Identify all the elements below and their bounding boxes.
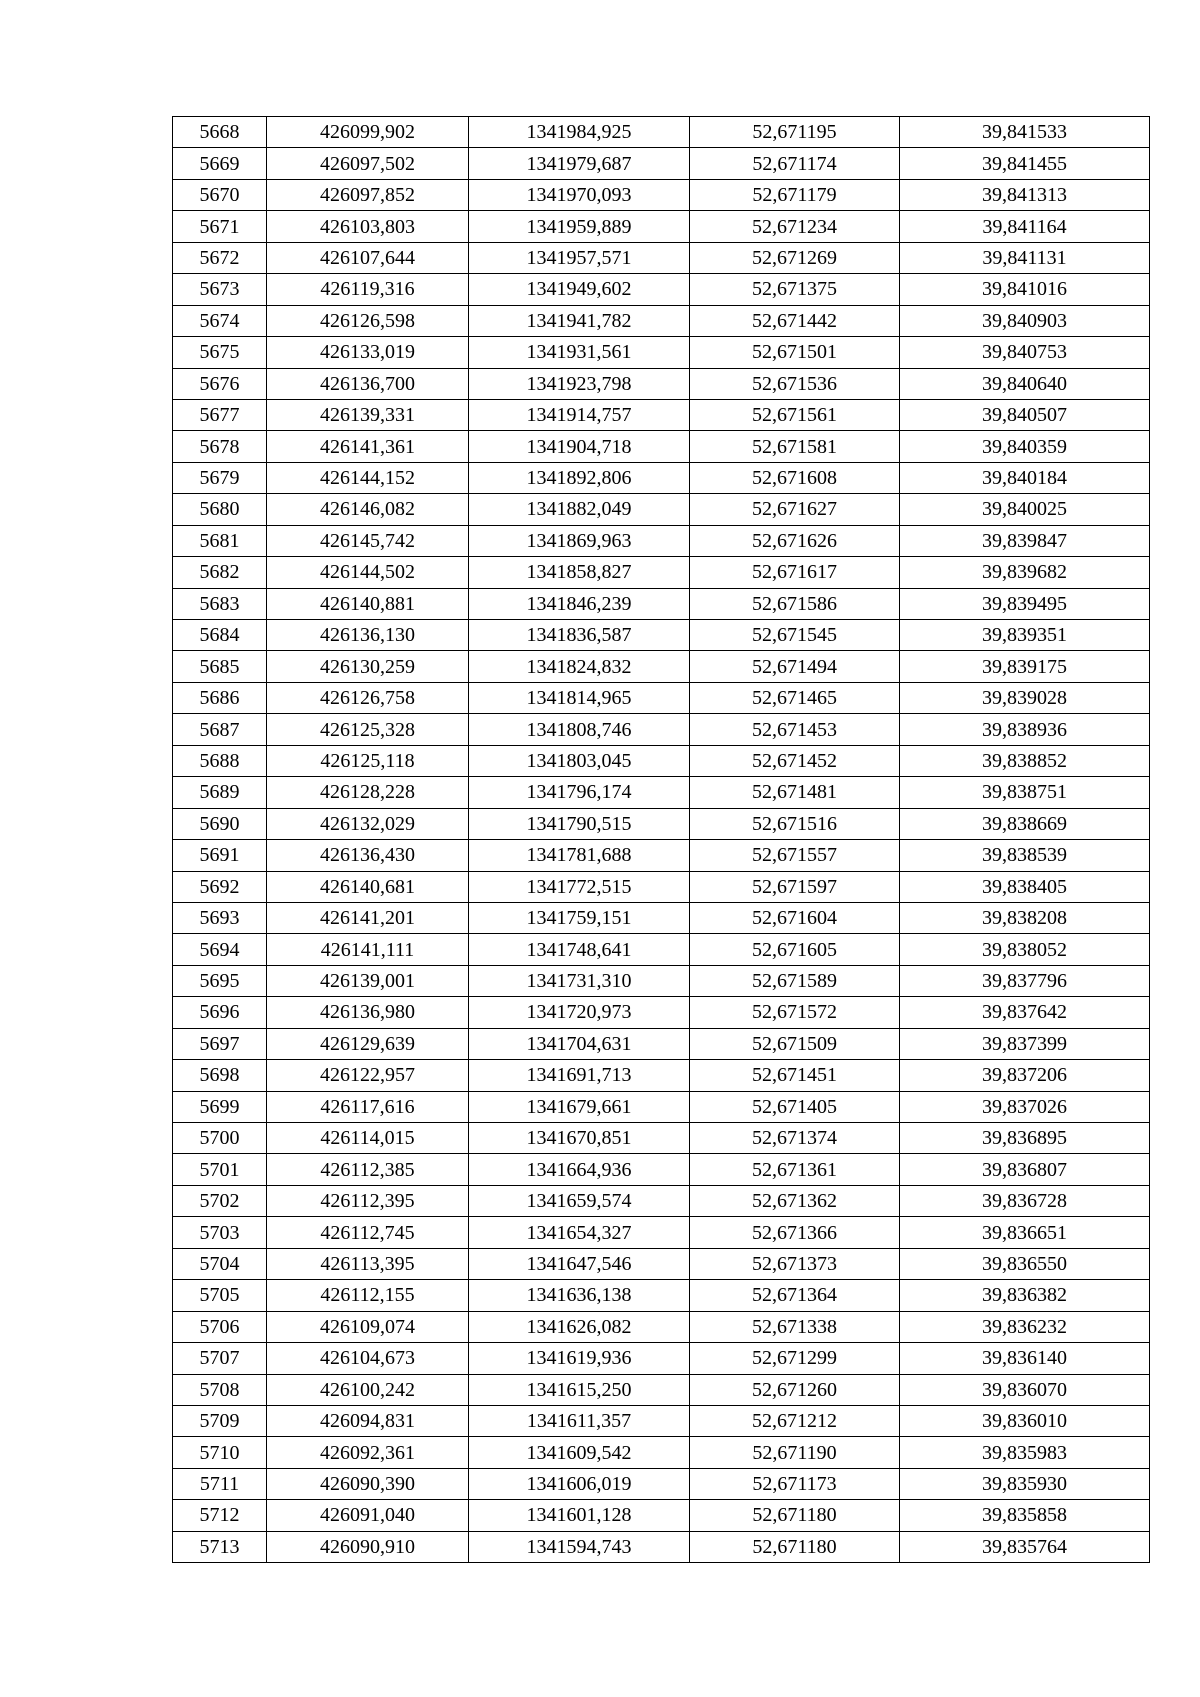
longitude-cell: 39,839028	[900, 682, 1150, 713]
table-row	[173, 1500, 1150, 1531]
latitude-cell: 52,671366	[690, 1217, 900, 1248]
table-row	[173, 1248, 1150, 1279]
x-coordinate-cell: 426103,803	[267, 211, 469, 242]
longitude-cell: 39,840753	[900, 337, 1150, 368]
y-coordinate-cell: 1341941,782	[469, 305, 690, 336]
latitude-cell: 52,671374	[690, 1123, 900, 1154]
latitude-cell: 52,671173	[690, 1468, 900, 1499]
point-number-cell: 5694	[173, 934, 267, 965]
longitude-cell: 39,836807	[900, 1154, 1150, 1185]
x-coordinate-cell: 426126,758	[267, 682, 469, 713]
table-row	[173, 117, 1150, 148]
point-number-cell: 5698	[173, 1060, 267, 1091]
x-coordinate-cell: 426132,029	[267, 808, 469, 839]
longitude-cell: 39,838669	[900, 808, 1150, 839]
latitude-cell: 52,671626	[690, 525, 900, 556]
y-coordinate-cell: 1341790,515	[469, 808, 690, 839]
latitude-cell: 52,671627	[690, 494, 900, 525]
longitude-cell: 39,836728	[900, 1185, 1150, 1216]
longitude-cell: 39,841016	[900, 274, 1150, 305]
x-coordinate-cell: 426094,831	[267, 1405, 469, 1436]
x-coordinate-cell: 426140,681	[267, 871, 469, 902]
x-coordinate-cell: 426128,228	[267, 777, 469, 808]
point-number-cell: 5672	[173, 242, 267, 273]
point-number-cell: 5688	[173, 745, 267, 776]
latitude-cell: 52,671362	[690, 1185, 900, 1216]
x-coordinate-cell: 426145,742	[267, 525, 469, 556]
y-coordinate-cell: 1341979,687	[469, 148, 690, 179]
x-coordinate-cell: 426090,390	[267, 1468, 469, 1499]
longitude-cell: 39,835764	[900, 1531, 1150, 1562]
point-number-cell: 5704	[173, 1248, 267, 1279]
y-coordinate-cell: 1341619,936	[469, 1343, 690, 1374]
point-number-cell: 5669	[173, 148, 267, 179]
table-row	[173, 1468, 1150, 1499]
table-row	[173, 745, 1150, 776]
table-row	[173, 1405, 1150, 1436]
table-row	[173, 1217, 1150, 1248]
table-row	[173, 211, 1150, 242]
x-coordinate-cell: 426113,395	[267, 1248, 469, 1279]
latitude-cell: 52,671597	[690, 871, 900, 902]
point-number-cell: 5675	[173, 337, 267, 368]
latitude-cell: 52,671557	[690, 840, 900, 871]
x-coordinate-cell: 426112,395	[267, 1185, 469, 1216]
latitude-cell: 52,671179	[690, 179, 900, 210]
point-number-cell: 5695	[173, 965, 267, 996]
x-coordinate-cell: 426139,331	[267, 399, 469, 430]
latitude-cell: 52,671260	[690, 1374, 900, 1405]
table-row	[173, 840, 1150, 871]
latitude-cell: 52,671180	[690, 1500, 900, 1531]
point-number-cell: 5693	[173, 902, 267, 933]
longitude-cell: 39,837642	[900, 997, 1150, 1028]
y-coordinate-cell: 1341609,542	[469, 1437, 690, 1468]
latitude-cell: 52,671299	[690, 1343, 900, 1374]
point-number-cell: 5682	[173, 557, 267, 588]
latitude-cell: 52,671516	[690, 808, 900, 839]
x-coordinate-cell: 426140,881	[267, 588, 469, 619]
coordinates-table-body	[173, 117, 1150, 1563]
x-coordinate-cell: 426097,502	[267, 148, 469, 179]
longitude-cell: 39,839175	[900, 651, 1150, 682]
latitude-cell: 52,671586	[690, 588, 900, 619]
y-coordinate-cell: 1341781,688	[469, 840, 690, 871]
y-coordinate-cell: 1341772,515	[469, 871, 690, 902]
table-row	[173, 588, 1150, 619]
longitude-cell: 39,838405	[900, 871, 1150, 902]
table-row	[173, 714, 1150, 745]
coordinates-table	[172, 116, 1150, 1563]
point-number-cell: 5690	[173, 808, 267, 839]
latitude-cell: 52,671174	[690, 148, 900, 179]
table-row	[173, 871, 1150, 902]
point-number-cell: 5686	[173, 682, 267, 713]
table-row	[173, 305, 1150, 336]
y-coordinate-cell: 1341814,965	[469, 682, 690, 713]
table-row	[173, 997, 1150, 1028]
latitude-cell: 52,671561	[690, 399, 900, 430]
latitude-cell: 52,671364	[690, 1280, 900, 1311]
table-row	[173, 651, 1150, 682]
x-coordinate-cell: 426117,616	[267, 1091, 469, 1122]
table-row	[173, 368, 1150, 399]
point-number-cell: 5709	[173, 1405, 267, 1436]
point-number-cell: 5696	[173, 997, 267, 1028]
longitude-cell: 39,836895	[900, 1123, 1150, 1154]
table-row	[173, 274, 1150, 305]
longitude-cell: 39,838208	[900, 902, 1150, 933]
y-coordinate-cell: 1341858,827	[469, 557, 690, 588]
table-row	[173, 525, 1150, 556]
table-row	[173, 1028, 1150, 1059]
point-number-cell: 5710	[173, 1437, 267, 1468]
y-coordinate-cell: 1341731,310	[469, 965, 690, 996]
table-row	[173, 902, 1150, 933]
y-coordinate-cell: 1341664,936	[469, 1154, 690, 1185]
longitude-cell: 39,838936	[900, 714, 1150, 745]
point-number-cell: 5691	[173, 840, 267, 871]
latitude-cell: 52,671361	[690, 1154, 900, 1185]
y-coordinate-cell: 1341626,082	[469, 1311, 690, 1342]
table-row	[173, 1437, 1150, 1468]
latitude-cell: 52,671501	[690, 337, 900, 368]
x-coordinate-cell: 426104,673	[267, 1343, 469, 1374]
x-coordinate-cell: 426136,700	[267, 368, 469, 399]
longitude-cell: 39,836651	[900, 1217, 1150, 1248]
point-number-cell: 5683	[173, 588, 267, 619]
point-number-cell: 5687	[173, 714, 267, 745]
longitude-cell: 39,841533	[900, 117, 1150, 148]
longitude-cell: 39,839495	[900, 588, 1150, 619]
x-coordinate-cell: 426130,259	[267, 651, 469, 682]
latitude-cell: 52,671405	[690, 1091, 900, 1122]
latitude-cell: 52,671608	[690, 462, 900, 493]
x-coordinate-cell: 426112,155	[267, 1280, 469, 1311]
y-coordinate-cell: 1341846,239	[469, 588, 690, 619]
longitude-cell: 39,839351	[900, 620, 1150, 651]
longitude-cell: 39,838539	[900, 840, 1150, 871]
x-coordinate-cell: 426139,001	[267, 965, 469, 996]
point-number-cell: 5676	[173, 368, 267, 399]
table-row	[173, 620, 1150, 651]
longitude-cell: 39,841455	[900, 148, 1150, 179]
point-number-cell: 5679	[173, 462, 267, 493]
longitude-cell: 39,841164	[900, 211, 1150, 242]
x-coordinate-cell: 426141,111	[267, 934, 469, 965]
longitude-cell: 39,838052	[900, 934, 1150, 965]
y-coordinate-cell: 1341904,718	[469, 431, 690, 462]
x-coordinate-cell: 426092,361	[267, 1437, 469, 1468]
y-coordinate-cell: 1341931,561	[469, 337, 690, 368]
latitude-cell: 52,671190	[690, 1437, 900, 1468]
table-row	[173, 934, 1150, 965]
y-coordinate-cell: 1341836,587	[469, 620, 690, 651]
x-coordinate-cell: 426100,242	[267, 1374, 469, 1405]
y-coordinate-cell: 1341803,045	[469, 745, 690, 776]
point-number-cell: 5671	[173, 211, 267, 242]
x-coordinate-cell: 426144,502	[267, 557, 469, 588]
point-number-cell: 5678	[173, 431, 267, 462]
y-coordinate-cell: 1341984,925	[469, 117, 690, 148]
latitude-cell: 52,671536	[690, 368, 900, 399]
longitude-cell: 39,840640	[900, 368, 1150, 399]
x-coordinate-cell: 426136,980	[267, 997, 469, 1028]
x-coordinate-cell: 426141,361	[267, 431, 469, 462]
y-coordinate-cell: 1341611,357	[469, 1405, 690, 1436]
y-coordinate-cell: 1341796,174	[469, 777, 690, 808]
table-row	[173, 1154, 1150, 1185]
y-coordinate-cell: 1341615,250	[469, 1374, 690, 1405]
y-coordinate-cell: 1341923,798	[469, 368, 690, 399]
table-row	[173, 462, 1150, 493]
y-coordinate-cell: 1341594,743	[469, 1531, 690, 1562]
point-number-cell: 5700	[173, 1123, 267, 1154]
latitude-cell: 52,671453	[690, 714, 900, 745]
latitude-cell: 52,671442	[690, 305, 900, 336]
latitude-cell: 52,671604	[690, 902, 900, 933]
point-number-cell: 5689	[173, 777, 267, 808]
table-row	[173, 179, 1150, 210]
point-number-cell: 5668	[173, 117, 267, 148]
table-row	[173, 148, 1150, 179]
point-number-cell: 5674	[173, 305, 267, 336]
longitude-cell: 39,839847	[900, 525, 1150, 556]
longitude-cell: 39,840507	[900, 399, 1150, 430]
longitude-cell: 39,837026	[900, 1091, 1150, 1122]
x-coordinate-cell: 426090,910	[267, 1531, 469, 1562]
latitude-cell: 52,671375	[690, 274, 900, 305]
y-coordinate-cell: 1341659,574	[469, 1185, 690, 1216]
x-coordinate-cell: 426122,957	[267, 1060, 469, 1091]
table-row	[173, 431, 1150, 462]
y-coordinate-cell: 1341957,571	[469, 242, 690, 273]
point-number-cell: 5697	[173, 1028, 267, 1059]
longitude-cell: 39,835983	[900, 1437, 1150, 1468]
longitude-cell: 39,841131	[900, 242, 1150, 273]
point-number-cell: 5699	[173, 1091, 267, 1122]
y-coordinate-cell: 1341670,851	[469, 1123, 690, 1154]
point-number-cell: 5711	[173, 1468, 267, 1499]
table-row	[173, 1343, 1150, 1374]
x-coordinate-cell: 426112,745	[267, 1217, 469, 1248]
point-number-cell: 5702	[173, 1185, 267, 1216]
longitude-cell: 39,835930	[900, 1468, 1150, 1499]
table-row	[173, 494, 1150, 525]
point-number-cell: 5685	[173, 651, 267, 682]
latitude-cell: 52,671509	[690, 1028, 900, 1059]
point-number-cell: 5705	[173, 1280, 267, 1311]
point-number-cell: 5680	[173, 494, 267, 525]
x-coordinate-cell: 426129,639	[267, 1028, 469, 1059]
y-coordinate-cell: 1341882,049	[469, 494, 690, 525]
latitude-cell: 52,671545	[690, 620, 900, 651]
table-row	[173, 1060, 1150, 1091]
point-number-cell: 5706	[173, 1311, 267, 1342]
y-coordinate-cell: 1341759,151	[469, 902, 690, 933]
longitude-cell: 39,835858	[900, 1500, 1150, 1531]
table-row	[173, 682, 1150, 713]
latitude-cell: 52,671234	[690, 211, 900, 242]
latitude-cell: 52,671338	[690, 1311, 900, 1342]
longitude-cell: 39,840184	[900, 462, 1150, 493]
x-coordinate-cell: 426091,040	[267, 1500, 469, 1531]
point-number-cell: 5708	[173, 1374, 267, 1405]
table-row	[173, 1531, 1150, 1562]
longitude-cell: 39,838751	[900, 777, 1150, 808]
longitude-cell: 39,840359	[900, 431, 1150, 462]
y-coordinate-cell: 1341691,713	[469, 1060, 690, 1091]
longitude-cell: 39,836382	[900, 1280, 1150, 1311]
x-coordinate-cell: 426114,015	[267, 1123, 469, 1154]
latitude-cell: 52,671617	[690, 557, 900, 588]
x-coordinate-cell: 426107,644	[267, 242, 469, 273]
latitude-cell: 52,671195	[690, 117, 900, 148]
longitude-cell: 39,836550	[900, 1248, 1150, 1279]
x-coordinate-cell: 426133,019	[267, 337, 469, 368]
latitude-cell: 52,671465	[690, 682, 900, 713]
table-row	[173, 399, 1150, 430]
point-number-cell: 5681	[173, 525, 267, 556]
x-coordinate-cell: 426141,201	[267, 902, 469, 933]
y-coordinate-cell: 1341679,661	[469, 1091, 690, 1122]
y-coordinate-cell: 1341914,757	[469, 399, 690, 430]
y-coordinate-cell: 1341647,546	[469, 1248, 690, 1279]
y-coordinate-cell: 1341892,806	[469, 462, 690, 493]
point-number-cell: 5677	[173, 399, 267, 430]
longitude-cell: 39,837206	[900, 1060, 1150, 1091]
point-number-cell: 5673	[173, 274, 267, 305]
latitude-cell: 52,671180	[690, 1531, 900, 1562]
x-coordinate-cell: 426136,130	[267, 620, 469, 651]
point-number-cell: 5712	[173, 1500, 267, 1531]
table-row	[173, 242, 1150, 273]
x-coordinate-cell: 426126,598	[267, 305, 469, 336]
y-coordinate-cell: 1341970,093	[469, 179, 690, 210]
longitude-cell: 39,837399	[900, 1028, 1150, 1059]
x-coordinate-cell: 426112,385	[267, 1154, 469, 1185]
y-coordinate-cell: 1341959,889	[469, 211, 690, 242]
point-number-cell: 5692	[173, 871, 267, 902]
longitude-cell: 39,840903	[900, 305, 1150, 336]
x-coordinate-cell: 426125,118	[267, 745, 469, 776]
point-number-cell: 5670	[173, 179, 267, 210]
table-row	[173, 1185, 1150, 1216]
latitude-cell: 52,671581	[690, 431, 900, 462]
latitude-cell: 52,671451	[690, 1060, 900, 1091]
y-coordinate-cell: 1341704,631	[469, 1028, 690, 1059]
latitude-cell: 52,671212	[690, 1405, 900, 1436]
point-number-cell: 5713	[173, 1531, 267, 1562]
table-row	[173, 337, 1150, 368]
latitude-cell: 52,671269	[690, 242, 900, 273]
latitude-cell: 52,671373	[690, 1248, 900, 1279]
table-row	[173, 1374, 1150, 1405]
latitude-cell: 52,671572	[690, 997, 900, 1028]
y-coordinate-cell: 1341606,019	[469, 1468, 690, 1499]
table-row	[173, 777, 1150, 808]
y-coordinate-cell: 1341654,327	[469, 1217, 690, 1248]
longitude-cell: 39,840025	[900, 494, 1150, 525]
latitude-cell: 52,671452	[690, 745, 900, 776]
table-row	[173, 965, 1150, 996]
x-coordinate-cell: 426146,082	[267, 494, 469, 525]
longitude-cell: 39,836010	[900, 1405, 1150, 1436]
longitude-cell: 39,837796	[900, 965, 1150, 996]
y-coordinate-cell: 1341748,641	[469, 934, 690, 965]
longitude-cell: 39,838852	[900, 745, 1150, 776]
x-coordinate-cell: 426144,152	[267, 462, 469, 493]
point-number-cell: 5701	[173, 1154, 267, 1185]
longitude-cell: 39,836070	[900, 1374, 1150, 1405]
y-coordinate-cell: 1341949,602	[469, 274, 690, 305]
y-coordinate-cell: 1341636,138	[469, 1280, 690, 1311]
longitude-cell: 39,836232	[900, 1311, 1150, 1342]
y-coordinate-cell: 1341720,973	[469, 997, 690, 1028]
y-coordinate-cell: 1341601,128	[469, 1500, 690, 1531]
x-coordinate-cell: 426109,074	[267, 1311, 469, 1342]
latitude-cell: 52,671494	[690, 651, 900, 682]
y-coordinate-cell: 1341869,963	[469, 525, 690, 556]
point-number-cell: 5684	[173, 620, 267, 651]
table-row	[173, 557, 1150, 588]
point-number-cell: 5703	[173, 1217, 267, 1248]
x-coordinate-cell: 426119,316	[267, 274, 469, 305]
latitude-cell: 52,671481	[690, 777, 900, 808]
x-coordinate-cell: 426125,328	[267, 714, 469, 745]
point-number-cell: 5707	[173, 1343, 267, 1374]
x-coordinate-cell: 426136,430	[267, 840, 469, 871]
y-coordinate-cell: 1341824,832	[469, 651, 690, 682]
table-row	[173, 1091, 1150, 1122]
latitude-cell: 52,671605	[690, 934, 900, 965]
latitude-cell: 52,671589	[690, 965, 900, 996]
table-row	[173, 1123, 1150, 1154]
x-coordinate-cell: 426097,852	[267, 179, 469, 210]
y-coordinate-cell: 1341808,746	[469, 714, 690, 745]
table-row	[173, 808, 1150, 839]
longitude-cell: 39,841313	[900, 179, 1150, 210]
table-row	[173, 1311, 1150, 1342]
table-row	[173, 1280, 1150, 1311]
longitude-cell: 39,836140	[900, 1343, 1150, 1374]
x-coordinate-cell: 426099,902	[267, 117, 469, 148]
longitude-cell: 39,839682	[900, 557, 1150, 588]
